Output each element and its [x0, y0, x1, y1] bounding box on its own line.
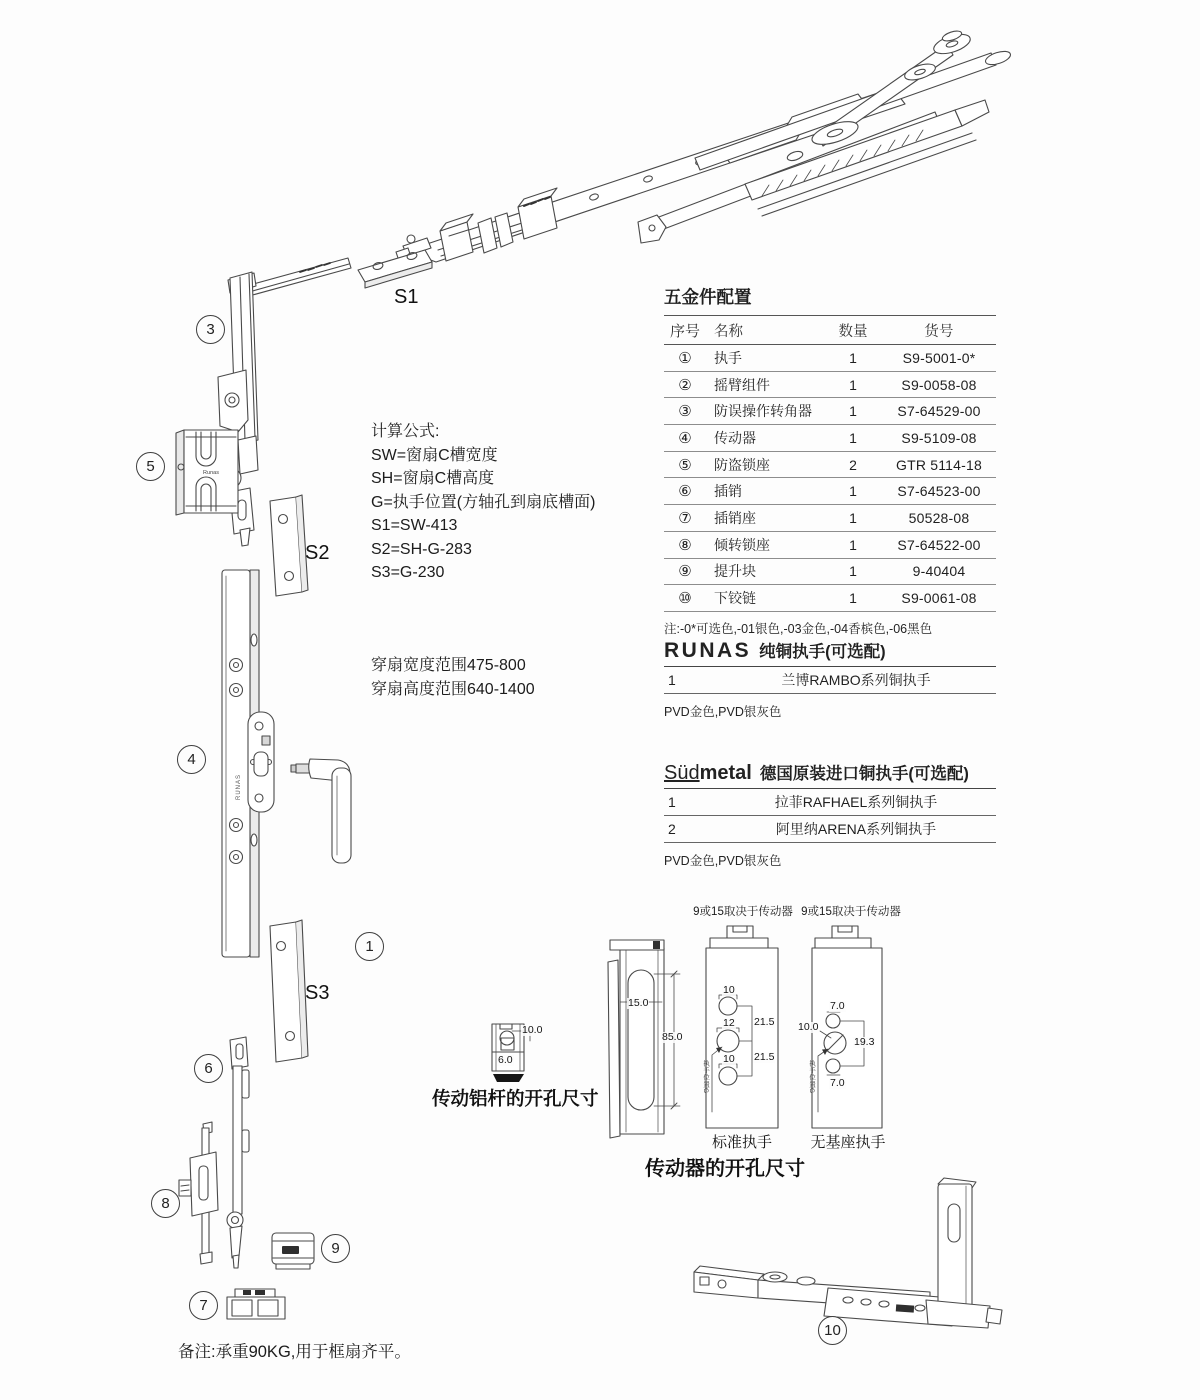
drive-bar	[222, 570, 274, 957]
nobase-handle-caption: 无基座执手	[810, 1134, 886, 1151]
formula-line: SW=窗扇C槽宽度	[371, 446, 498, 464]
lift-block	[272, 1233, 314, 1269]
s1-strip	[358, 250, 432, 288]
range-line: 穿扇宽度范围475-800	[371, 657, 526, 674]
window-handle	[291, 759, 351, 863]
s3-strip	[270, 920, 308, 1062]
sudmetal-title: 德国原装进口铜执手(可选配)	[759, 765, 969, 783]
header-name: 名称	[714, 323, 743, 340]
std-axis-label: 执手位置G	[702, 1060, 709, 1094]
callout-handle: 1	[355, 932, 384, 961]
std-dim-pitch-bottom: 21.5	[754, 1051, 775, 1063]
rod-dim-6: 6.0	[498, 1054, 513, 1066]
profile-dim-15: 15.0	[628, 997, 649, 1009]
nb-dim-pitch: 19.3	[854, 1036, 875, 1048]
sudmetal-finish-note: PVD金色,PVD银灰色	[664, 854, 782, 868]
callout-lift-block: 9	[321, 1234, 350, 1263]
formula-line: S2=SH-G-283	[371, 540, 472, 558]
std-dim-hole-top: 10	[723, 984, 735, 996]
sash-range-block	[371, 654, 535, 701]
s2-strip	[270, 495, 308, 596]
list-item: 1 兰博RAMBO系列铜执手	[664, 667, 996, 694]
sudmetal-brand-light: Süd	[664, 762, 700, 784]
nb-dim-left: 10.0	[798, 1021, 819, 1033]
runas-brand: RUNAS	[664, 639, 752, 662]
parts-table-header	[664, 316, 996, 345]
callout-corner-drive: 3	[196, 315, 225, 344]
table-row: ⑩ 下铰链 1 S9-0061-08	[664, 585, 996, 612]
sudmetal-section	[664, 760, 996, 869]
callout-bottom-hinge: 10	[818, 1316, 847, 1345]
nb-dim-top: 7.0	[830, 1000, 845, 1012]
label-s3: S3	[305, 982, 330, 1004]
table-row: ⑦ 插销座 1 50528-08	[664, 505, 996, 532]
runas-section	[664, 638, 996, 720]
bottom-hinge	[694, 1178, 1002, 1328]
sudmetal-brand-bold: metal	[699, 762, 752, 784]
nb-axis-label: 执手位置G	[808, 1060, 815, 1094]
formula-block	[371, 420, 595, 585]
std-dim-pitch-top: 21.5	[754, 1016, 775, 1028]
formula-line: S1=SW-413	[371, 517, 458, 534]
header-code: 货号	[924, 323, 954, 340]
header-qty: 数量	[838, 323, 868, 340]
header-no: 序号	[669, 322, 700, 340]
runas-title: 纯铜执手(可选配)	[759, 643, 886, 661]
footer-note: 备注:承重90KG,用于框扇齐平。	[178, 1343, 411, 1361]
standard-handle-caption: 标准执手	[711, 1134, 772, 1151]
nb-dim-bottom: 7.0	[830, 1077, 845, 1089]
callout-latch-seat: 7	[189, 1291, 218, 1320]
table-row: ⑤ 防盗锁座 2 GTR 5114-18	[664, 452, 996, 479]
color-options-note: 注:-0*可选色,-01银色,-03金色,-04香槟色,-06黑色	[664, 621, 933, 636]
parts-table-title: 五金件配置	[664, 284, 996, 316]
runas-finish-note: PVD金色,PVD银灰色	[664, 705, 782, 719]
rod-dim-10: 10.0	[522, 1024, 543, 1036]
actuator-top-note-left: 9或15取决于传动器	[693, 906, 793, 918]
formula-title: 计算公式:	[371, 423, 440, 440]
range-line: 穿扇高度范围640-1400	[371, 680, 535, 698]
tilt-lock	[179, 1122, 218, 1264]
table-row: ② 摇臂组件 1 S9-0058-08	[664, 372, 996, 399]
rod-diagram-caption: 传动铝杆的开孔尺寸	[432, 1088, 599, 1109]
table-row: ⑨ 提升块 1 9-40404	[664, 559, 996, 586]
formula-line: G=执手位置(方轴孔到扇底槽面)	[371, 493, 596, 511]
table-row: ① 执手 1 S9-5001-0*	[664, 345, 996, 372]
formula-line: SH=窗扇C槽高度	[371, 470, 495, 487]
profile-dim-85: 85.0	[662, 1031, 683, 1043]
std-dim-hole-mid: 12	[723, 1017, 735, 1029]
latch-seat	[227, 1289, 285, 1319]
bolt-rod	[227, 1037, 249, 1268]
callout-drive-bar: 4	[177, 745, 206, 774]
actuator-top-note-right: 9或15取决于传动器	[801, 906, 901, 918]
lock-block-marking: Runas	[203, 470, 219, 476]
callout-bolt: 6	[194, 1054, 223, 1083]
rocker-arm-assembly	[396, 29, 1012, 262]
table-row: ③ 防误操作转角器 1 S7-64529-00	[664, 398, 996, 425]
std-dim-hole-bottom: 10	[723, 1053, 735, 1065]
label-s2: S2	[305, 542, 330, 564]
table-row: ⑧ 倾转锁座 1 S7-64522-00	[664, 532, 996, 559]
list-item: 2 阿里纳ARENA系列铜执手	[664, 816, 996, 843]
runas-header	[664, 638, 996, 667]
parts-table	[664, 284, 996, 637]
actuator-diagram-caption: 传动器的开孔尺寸	[645, 1158, 805, 1180]
anti-theft-lock-block	[176, 430, 238, 515]
table-row: ⑥ 插销 1 S7-64523-00	[664, 478, 996, 505]
callout-lock-block: 5	[136, 452, 165, 481]
table-row: ④ 传动器 1 S9-5109-08	[664, 425, 996, 452]
actuator-nobase-box	[812, 926, 882, 1128]
label-s1: S1	[394, 286, 419, 308]
callout-tilt-lock: 8	[151, 1189, 180, 1218]
sudmetal-header	[664, 760, 996, 789]
list-item: 1 拉菲RAFHAEL系列铜执手	[664, 789, 996, 816]
drive-bar-marking: RUNAS	[236, 773, 242, 800]
formula-line: S3=G-230	[371, 564, 445, 581]
